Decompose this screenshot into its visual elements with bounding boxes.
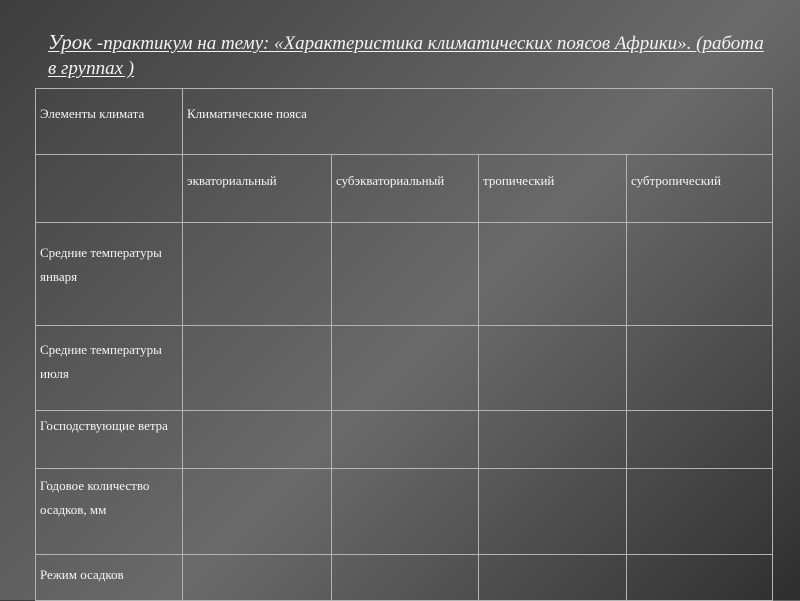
data-cell (627, 555, 773, 601)
table-row (36, 555, 773, 601)
row-label-precipitation-regime: Режим осадков (36, 555, 183, 601)
row-label-annual-precipitation: Годовое количество осадков, мм (36, 469, 183, 555)
title-rest: -практикум на тему: «Характеристика климатических поясов Африки». (работа в группах ) (48, 33, 764, 79)
belt-subtropical: субтропический (627, 155, 773, 223)
belts-row-empty-cell (36, 155, 183, 223)
data-cell (627, 326, 773, 411)
data-cell (332, 223, 479, 326)
title-lead: Урок (48, 30, 93, 54)
data-cell (183, 555, 332, 601)
header-row (36, 89, 773, 155)
table-row (36, 411, 773, 469)
belt-equatorial: экваториальный (183, 155, 332, 223)
row-label-july-temp: Средние температуры июля (36, 326, 183, 411)
header-elements-cell: Элементы климата (36, 89, 183, 155)
header-belts-cell: Климатические пояса (183, 89, 773, 155)
data-cell (183, 411, 332, 469)
row-label-january-temp: Средние температуры января (36, 223, 183, 326)
data-cell (479, 469, 627, 555)
data-cell (627, 469, 773, 555)
table-row (36, 326, 773, 411)
data-cell (479, 223, 627, 326)
data-cell (332, 411, 479, 469)
belt-tropical: тропический (479, 155, 627, 223)
data-cell (479, 326, 627, 411)
data-cell (627, 411, 773, 469)
data-cell (332, 326, 479, 411)
data-cell (332, 555, 479, 601)
belt-subequatorial: субэкваториальный (332, 155, 479, 223)
climate-table (35, 88, 773, 601)
data-cell (183, 326, 332, 411)
row-label-winds: Господствующие ветра (36, 411, 183, 469)
data-cell (627, 223, 773, 326)
slide-title (48, 30, 768, 81)
data-cell (479, 555, 627, 601)
data-cell (479, 411, 627, 469)
table-row (36, 469, 773, 555)
table-row (36, 223, 773, 326)
data-cell (332, 469, 479, 555)
belts-row (36, 155, 773, 223)
data-cell (183, 223, 332, 326)
data-cell (183, 469, 332, 555)
